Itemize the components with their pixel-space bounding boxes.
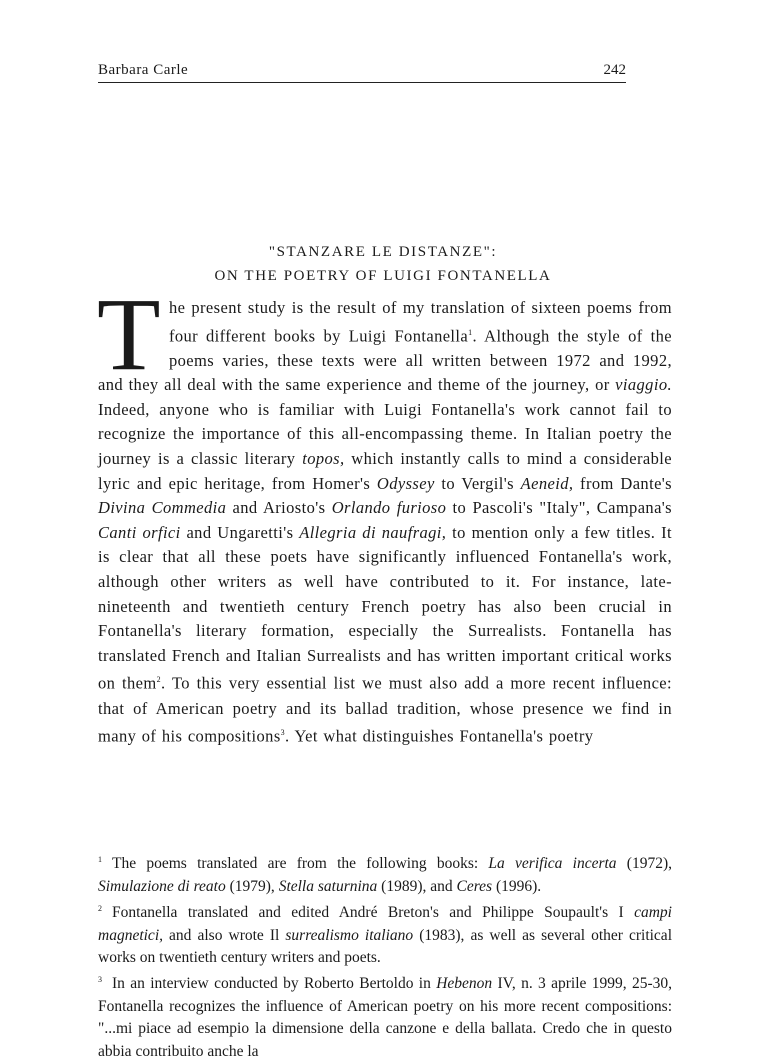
body-text: . To this very essential list we must also add a more recent influence: that of American poetry and its ballad tradition, whose presence we find in many of his compositions [98,673,672,746]
body-italic: Aeneid, [520,473,574,493]
body-text: . Although the style of the poems varies, these texts were all written between 1972 and 1992, and they all deal with the same experience and theme of the journey, or [98,326,673,395]
title-line-2: ON THE POETRY OF LUIGI FONTANELLA [214,268,552,284]
drop-cap: T [97,277,161,392]
body-text: from Dante's [573,473,672,493]
footnote-italic: Simulazione di reato [98,877,226,895]
footnote-italic: surrealismo italiano [285,926,414,944]
footnote-text: The poems translated are from the following books: [112,855,489,873]
body-text: and Ungaretti's [180,522,300,542]
title-line-1: "STANZARE LE DISTANZE": [268,244,498,260]
body-italic: Canti orfici [98,522,181,542]
running-header [98,60,626,83]
footnote-italic: Stella saturnina [278,877,378,895]
body-italic: Odyssey [376,473,435,493]
footnote-mark: 3 [98,975,102,985]
body-italic: Divina Commedia [98,498,227,518]
page-number: 242 [603,62,626,78]
footnote-ref-1[interactable]: 1 [468,327,473,337]
footnote-text: IV, n. 3 aprile 1999, 25-30, Fontanella recognizes the influence of American poetry on his more recent compositions: "...mi piace ad esempio la dimensione della canzone e della ballata. Credo che in questo abbia contribuito anche la [98,975,672,1060]
body-italic: topos, [302,449,345,469]
header-author: Barbara Carle [98,62,189,78]
footnote-italic: Ceres [456,877,493,895]
footnote-italic: campi magnetici, [98,904,672,944]
body-text: to Pascoli's "Italy", Campana's [446,498,673,518]
footnote-italic: Hebenon [436,975,493,993]
footnote-mark: 2 [98,903,102,913]
article-title [98,240,668,288]
body-text: which instantly calls to mind a considerable lyric and epic heritage, from Homer's [98,449,672,493]
body-text: . Yet what distinguishes Fontanella's poetry [285,726,594,746]
footnote-text: and also wrote Il [163,926,286,944]
body-text: to Vergil's [434,473,521,493]
body-italic: Allegria di naufragi, [299,522,447,542]
footnote-italic: La verifica incerta [488,855,617,873]
footnote-text: In an interview conducted by Roberto Bertoldo in [112,975,437,993]
footnote-ref-3[interactable]: 3 [280,728,286,738]
footnote-3 [98,969,672,1063]
body-text: Indeed, anyone who is familiar with Luigi Fontanella's work cannot fail to recognize the importance of this all-encompassing theme. In Italian poetry the journey is a classic literary [98,399,672,469]
body-italic: Orlando furioso [331,498,447,518]
footnote-text: (1979), [225,877,279,895]
footnote-text: (1989), and [377,877,457,895]
body-italic: viaggio. [615,375,672,395]
footnote-mark: 1 [98,855,102,864]
footnote-ref-2[interactable]: 2 [156,675,162,685]
footnote-text: Fontanella translated and edited André Breton's and Philippe Soupault's I [112,904,635,922]
body-text: he present study is the result of my translation of sixteen poems from four different books by Luigi Fontanella [168,298,672,346]
body-paragraph [97,277,673,749]
footnote-text: (1972), [616,855,672,873]
body-text: and Ariosto's [226,498,332,518]
body-text: to mention only a few titles. It is clear that all these poets have significantly influenced Fontanella's work, although other writers as well have contributed to it. For instance, late-nineteenth and twentieth century French poetry has also been crucial in Fontanella's literary formation, especially the Surrealists. Fontanella has translated French and Italian Surrealists and has written important critical works on them [98,522,673,693]
footnote-2 [98,898,672,969]
footnote-text: (1996). [492,877,542,895]
footnotes [98,849,672,1063]
footnote-text: (1983), as well as several other critical works on twentieth century writers and poets. [98,926,672,966]
footnote-1 [98,849,672,898]
